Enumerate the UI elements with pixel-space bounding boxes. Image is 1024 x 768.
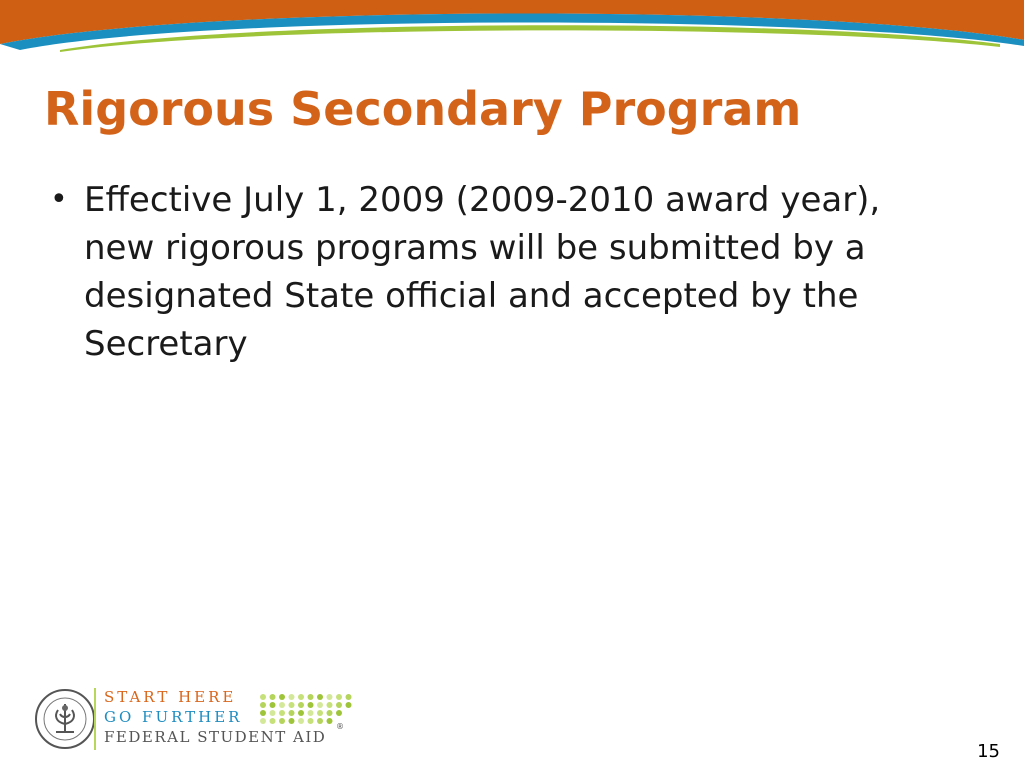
federal-student-aid-logo — [30, 686, 360, 756]
logo-dot — [279, 702, 285, 708]
logo-dot — [279, 710, 285, 716]
bullet-item — [48, 176, 928, 368]
registered-mark: ® — [336, 722, 344, 731]
logo-dot — [279, 718, 285, 724]
logo-dot — [336, 694, 342, 700]
logo-divider — [94, 688, 96, 750]
logo-dot — [327, 694, 333, 700]
logo-dot — [327, 718, 333, 724]
logo-dot — [308, 710, 314, 716]
logo-go-further: GO FURTHER — [104, 708, 243, 726]
logo-dot — [298, 694, 304, 700]
logo-dot — [260, 694, 266, 700]
logo-dot — [308, 718, 314, 724]
page-number: 15 — [977, 741, 1000, 762]
logo-dot — [298, 718, 304, 724]
logo-dot — [346, 702, 352, 708]
slide-title: Rigorous Secondary Program — [44, 82, 802, 136]
bullet-dot-icon: • — [50, 182, 68, 217]
logo-dot — [260, 702, 266, 708]
logo-dot — [327, 710, 333, 716]
logo-dot — [279, 694, 285, 700]
logo-dot — [289, 718, 295, 724]
logo-dot — [260, 718, 266, 724]
logo-dot — [270, 710, 276, 716]
logo-dot — [346, 694, 352, 700]
logo-dot — [327, 702, 333, 708]
logo-dot — [317, 702, 323, 708]
logo-dot — [336, 710, 342, 716]
logo-dot — [270, 718, 276, 724]
logo-dot — [308, 702, 314, 708]
logo-dot — [260, 710, 266, 716]
bullet-text: Effective July 1, 2009 (2009-2010 award year), new rigorous programs will be submitted by a designated State official and accepted by the Secretary — [84, 180, 881, 364]
logo-dot-pattern — [258, 692, 358, 726]
logo-dot — [289, 694, 295, 700]
logo-dot — [289, 702, 295, 708]
logo-dot — [270, 702, 276, 708]
logo-dot — [317, 718, 323, 724]
logo-dot — [317, 710, 323, 716]
logo-dot — [298, 710, 304, 716]
logo-federal-student-aid: FEDERAL STUDENT AID — [104, 728, 327, 746]
logo-dot — [298, 702, 304, 708]
logo-dot — [317, 694, 323, 700]
education-department-seal-icon — [34, 688, 96, 750]
logo-dot — [289, 710, 295, 716]
header-decorative-band — [0, 0, 1024, 60]
logo-start-here: START HERE — [104, 688, 237, 706]
logo-dot — [336, 702, 342, 708]
bullet-list — [48, 176, 928, 368]
logo-dot — [270, 694, 276, 700]
logo-dot — [308, 694, 314, 700]
